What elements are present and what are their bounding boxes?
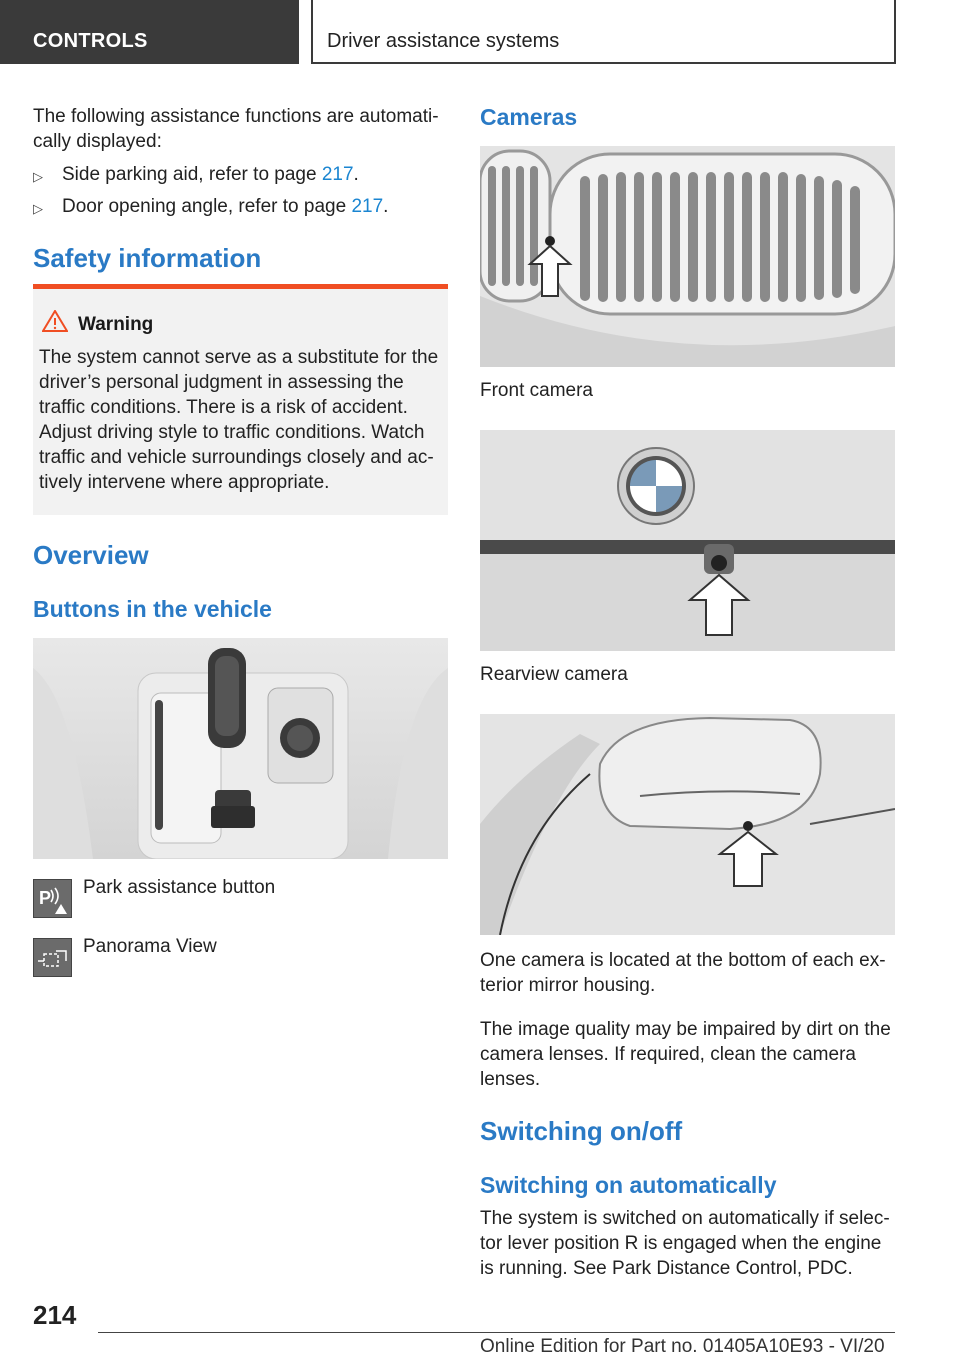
image-quality-text: The image quality may be impaired by dirt on the camera lenses. If required, clean the camera lenses. — [480, 1019, 891, 1090]
warning-title: Warning — [78, 314, 154, 335]
switching-text: The system is switched on automatically if selec- tor lever position R is engaged when the engine is running. See Park Distance Control, PDC. — [480, 1208, 890, 1279]
header-section-label: CONTROLS — [33, 30, 148, 52]
mirror-camera-image — [480, 714, 895, 935]
svg-text:P: P — [39, 888, 52, 908]
front-camera-image — [480, 146, 895, 367]
buttons-subheading: Buttons in the vehicle — [33, 596, 272, 622]
header-section-tab — [0, 0, 299, 64]
page-link[interactable]: 217 — [321, 164, 354, 185]
rearview-camera-caption: Rearview camera — [480, 664, 628, 685]
safety-heading: Safety information — [33, 243, 262, 273]
park-assistance-label: Park assistance button — [83, 877, 276, 898]
panorama-view-label: Panorama View — [83, 936, 217, 957]
page-number: 214 — [33, 1300, 77, 1330]
mirror-camera-text: One camera is located at the bottom of each ex- terior mirror housing. — [480, 950, 886, 996]
bullet-triangle-icon: ▷ — [33, 201, 43, 216]
header-chapter-tab — [311, 0, 896, 64]
warning-text: The system cannot serve as a substitute for the driver’s personal judgment in assessing the traffic conditions. There is a risk of accident. Adjust driving style to traffic conditions. Watch traffic and vehicle surroundings closely and ac- tively intervene where appropriate. — [39, 347, 439, 493]
overview-heading: Overview — [33, 540, 149, 570]
page-link[interactable]: 217 — [351, 196, 384, 217]
edition-footer: Online Edition for Part no. 01405A10E93 - VI/20 — [480, 1336, 885, 1357]
panorama-view-icon — [33, 938, 72, 977]
front-camera-caption: Front camera — [480, 380, 593, 401]
switching-heading: Switching on/off — [480, 1116, 683, 1146]
rearview-camera-image — [480, 430, 895, 651]
warning-triangle-icon — [42, 310, 68, 337]
intro-line-2: cally displayed: — [33, 131, 162, 152]
center-console-image — [33, 638, 448, 859]
switching-auto-subheading: Switching on automatically — [480, 1172, 777, 1198]
cameras-heading: Cameras — [480, 104, 578, 130]
intro-line-1: The following assistance functions are automati- — [33, 106, 439, 127]
park-assistance-icon — [33, 879, 72, 918]
bullet-triangle-icon: ▷ — [33, 169, 43, 184]
header-chapter-label: Driver assistance systems — [327, 30, 560, 52]
footer-divider — [98, 1332, 895, 1333]
